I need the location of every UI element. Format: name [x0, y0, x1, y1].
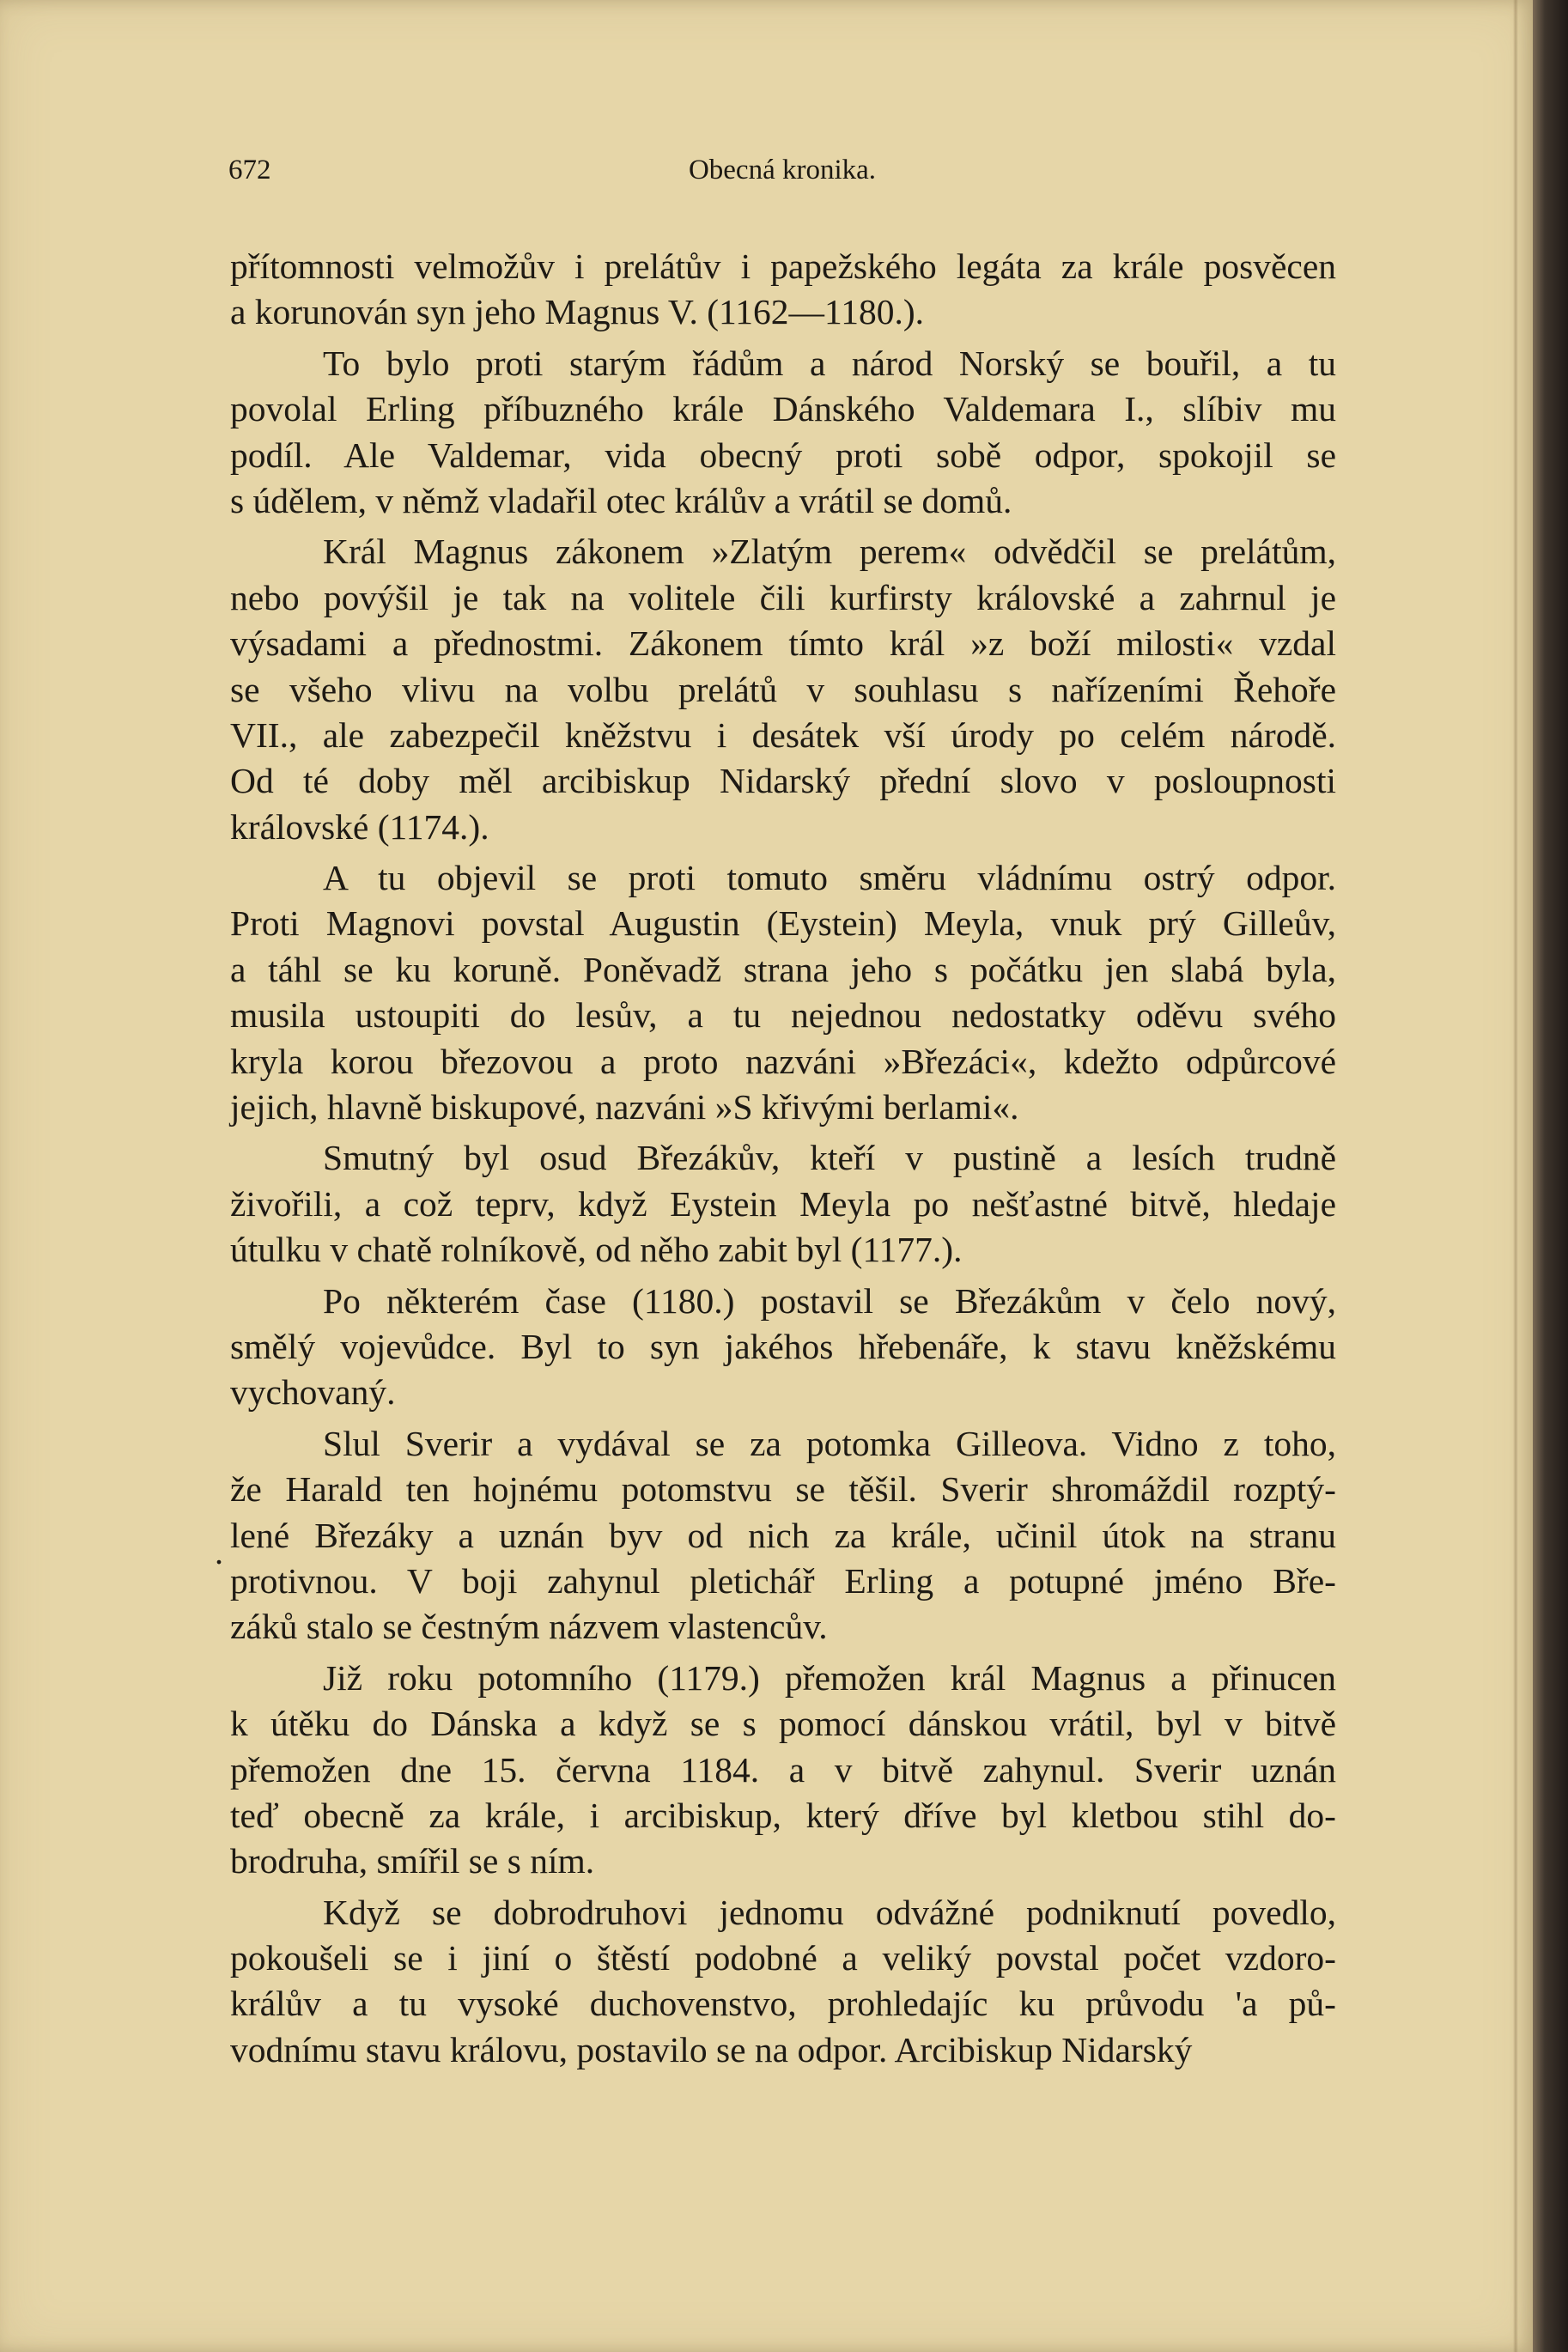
text-line: brodruha, smířil se s ním. — [230, 1841, 595, 1881]
text-line: Od té doby měl arcibiskup Nidarský přední slovo v posloupnosti — [230, 761, 1336, 801]
book-edge — [1533, 0, 1568, 2352]
text-line: útulku v chatě rolníkově, od něho zabit byl (1177.). — [230, 1230, 963, 1270]
text-line: lené Březáky a uznán byv od nich za krále, učinil útok na stranu — [230, 1515, 1336, 1555]
running-title: Obecná kronika. — [688, 155, 877, 185]
text-line: Proti Magnovi povstal Augustin (Eystein) Meyla, vnuk prý Gilleův, — [230, 903, 1336, 944]
text-line: králův a tu vysoké duchovenstvo, prohledajíc ku průvodu 'a pů- — [230, 1984, 1336, 2024]
text-line: smělý vojevůdce. Byl to syn jakéhos hřebenáře, k stavu kněžskému — [230, 1326, 1336, 1366]
text-line: nebo povýšil je tak na volitele čili kurfirsty královské a zahrnul je — [230, 577, 1336, 617]
page-number: 672 — [228, 155, 271, 185]
text-line: To bylo proti starým řádům a národ Norský se bouřil, a tu — [323, 343, 1336, 383]
text-line: kryla korou březovou a proto nazváni »Březáci«, kdežto odpůrcové — [230, 1041, 1336, 1081]
text-line: královské (1174.). — [230, 806, 489, 847]
text-line: přítomnosti velmožův i prelátův i papežského legáta za krále posvěcen — [230, 246, 1336, 286]
text-line: pokoušeli se i jiní o štěstí podobné a veliký povstal počet vzdoro- — [230, 1938, 1336, 1978]
text-line: musila ustoupiti do lesův, a tu nejednou nedostatky oděvu svého — [230, 995, 1336, 1036]
text-line: Již roku potomního (1179.) přemožen král Magnus a přinucen — [323, 1657, 1336, 1698]
text-line: živořili, a což teprv, když Eystein Meyla po nešťastné bitvě, hledaje — [230, 1183, 1336, 1224]
text-line: záků stalo se čestným názvem vlastencův. — [230, 1607, 828, 1647]
text-line: k útěku do Dánska a když se s pomocí dánskou vrátil, byl v bitvě — [230, 1704, 1336, 1744]
page-header — [228, 155, 1336, 206]
text-line: a táhl se ku koruně. Poněvadž strana jeho s počátku jen slabá byla, — [230, 949, 1336, 989]
page-fold-shadow — [1513, 0, 1518, 2352]
text-line: Král Magnus zákonem »Zlatým perem« odvědčil se prelátům, — [323, 532, 1336, 572]
text-line: a korunován syn jeho Magnus V. (1162—1180.). — [230, 292, 925, 332]
text-line: A tu objevil se proti tomuto směru vládnímu ostrý odpor. — [323, 858, 1336, 898]
text-line: teď obecně za krále, i arcibiskup, který dříve byl kletbou stihl do- — [230, 1795, 1336, 1835]
text-line: Slul Sverir a vydával se za potomka Gilleova. Vidno z toho, — [323, 1423, 1336, 1463]
text-line: se všeho vlivu na volbu prelátů v souhlasu s nařízeními Řehoře — [230, 669, 1336, 709]
text-line: přemožen dne 15. června 1184. a v bitvě zahynul. Sverir uznán — [230, 1749, 1336, 1790]
text-line: VII., ale zabezpečil kněžstvu i desátek vší úrody po celém národě. — [230, 714, 1336, 755]
text-line: s údělem, v němž vladařil otec králův a vrátil se domů. — [230, 480, 1012, 520]
body-text — [230, 244, 1336, 2073]
text-line: Po některém čase (1180.) postavil se Březákům v čelo nový, — [323, 1280, 1336, 1321]
text-line: vodnímu stavu královu, postavilo se na odpor. Arcibiskup Nidarský — [230, 2029, 1193, 2069]
text-line: protivnou. V boji zahynul pletichář Erling a potupné jméno Bře- — [230, 1560, 1336, 1601]
margin-dot: . — [215, 1533, 223, 1571]
text-line: že Harald ten hojnému potomstvu se těšil. Sverir shromáždil rozptý- — [230, 1469, 1336, 1510]
text-line: povolal Erling příbuzného krále Dánského Valdemara I., slíbiv mu — [230, 389, 1336, 429]
text-line: výsadami a přednostmi. Zákonem tímto král »z boží milosti« vzdal — [230, 623, 1336, 664]
text-line: Smutný byl osud Březákův, kteří v pustině a lesích trudně — [323, 1138, 1336, 1178]
text-line: podíl. Ale Valdemar, vida obecný proti sobě odpor, spokojil se — [230, 435, 1336, 475]
text-line: Když se dobrodruhovi jednomu odvážné podniknutí povedlo, — [323, 1892, 1336, 1932]
text-line: vychovaný. — [230, 1372, 396, 1413]
text-line: jejich, hlavně biskupové, nazváni »S křivými berlami«. — [230, 1087, 1019, 1127]
